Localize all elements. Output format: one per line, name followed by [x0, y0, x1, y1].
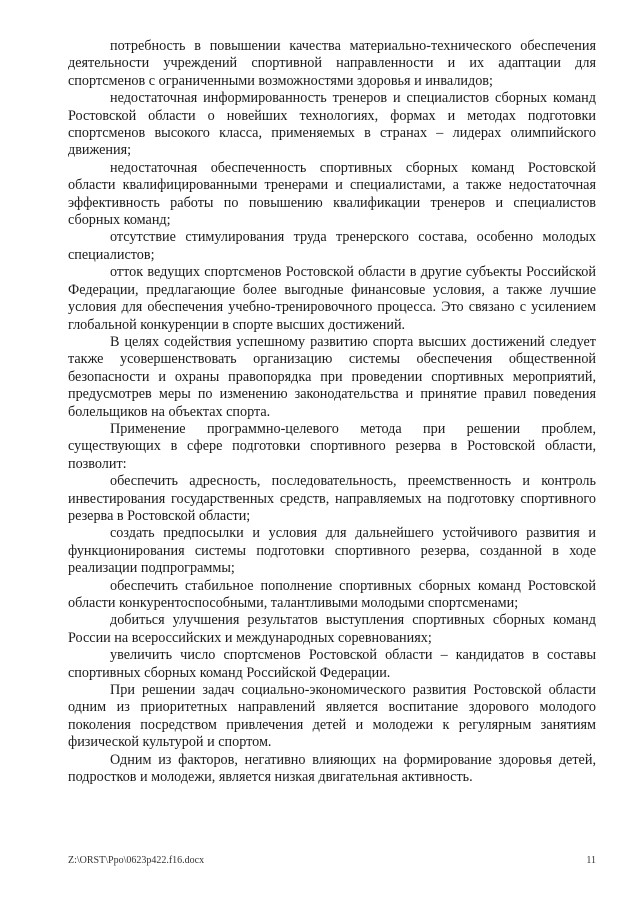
paragraph-5: отток ведущих спортсменов Ростовской области в другие субъекты Российской Федерации, предлагающие более выгодные финансовые условия, а также лучшие условия для обеспечения учебно-тренировочного процесса. Это связано с усилением глобальной конкуренции в спорте высших достижений.	[68, 264, 596, 333]
paragraph-6: В целях содействия успешному развитию спорта высших достижений следует также усовершенствовать организацию системы обеспечения общественной безопасности и охраны правопорядка при проведении спортивных мероприятий, предусмотрев меры по изменению законодательства и принятие правил поведения болельщиков на объектах спорта.	[68, 333, 596, 420]
paragraph-2: недостаточная информированность тренеров и специалистов сборных команд Ростовской области о новейших технологиях, формах и методах подготовки спортсменов высокого класса, применяемых в странах – лидерах олимпийского движения;	[68, 90, 596, 159]
paragraph-7: Применение программно-целевого метода при решении проблем, существующих в сфере подготовки спортивного резерва в Ростовской области, позволит:	[68, 420, 596, 472]
paragraph-9: создать предпосылки и условия для дальнейшего устойчивого развития и функционирования системы подготовки спортивного резерва, созданной в ходе реализации подпрограммы;	[68, 525, 596, 577]
paragraph-8: обеспечить адресность, последовательность, преемственность и контроль инвестирования государственных средств, направляемых на подготовку спортивного резерва в Ростовской области;	[68, 473, 596, 524]
page-number: 11	[586, 855, 596, 866]
paragraph-12: увеличить число спортсменов Ростовской области – кандидатов в составы спортивных сборных команд Российской Федерации.	[68, 647, 596, 681]
document-body	[68, 38, 596, 786]
footer-file-path: Z:\ORST\Ppo\0623p422.f16.docx	[68, 855, 205, 866]
paragraph-1: потребность в повышении качества материально-технического обеспечения деятельности учреждений спортивной направленности и их адаптации для спортсменов с ограниченными возможностями здоровья и инвалидов;	[68, 38, 596, 89]
paragraph-4: отсутствие стимулирования труда тренерского состава, особенно молодых специалистов;	[68, 229, 596, 263]
paragraph-10: обеспечить стабильное пополнение спортивных сборных команд Ростовской области конкурентоспособными, талантливыми молодыми спортсменами;	[68, 577, 596, 611]
paragraph-11: добиться улучшения результатов выступления спортивных сборных команд России на всероссийских и международных соревнованиях;	[68, 612, 596, 646]
paragraph-3: недостаточная обеспеченность спортивных сборных команд Ростовской области квалифицированными тренерами и специалистами, а также недостаточная эффективность работы по повышению квалификации тренеров и специалистов сборных команд;	[68, 159, 596, 229]
paragraph-13: При решении задач социально-экономического развития Ростовской области одним из приоритетных направлений является воспитание здорового молодого поколения посредством привлечения детей и молодежи к регулярным занятиям физической культурой и спортом.	[68, 682, 596, 751]
paragraph-14: Одним из факторов, негативно влияющих на формирование здоровья детей, подростков и молодежи, является низкая двигательная активность.	[68, 751, 596, 786]
